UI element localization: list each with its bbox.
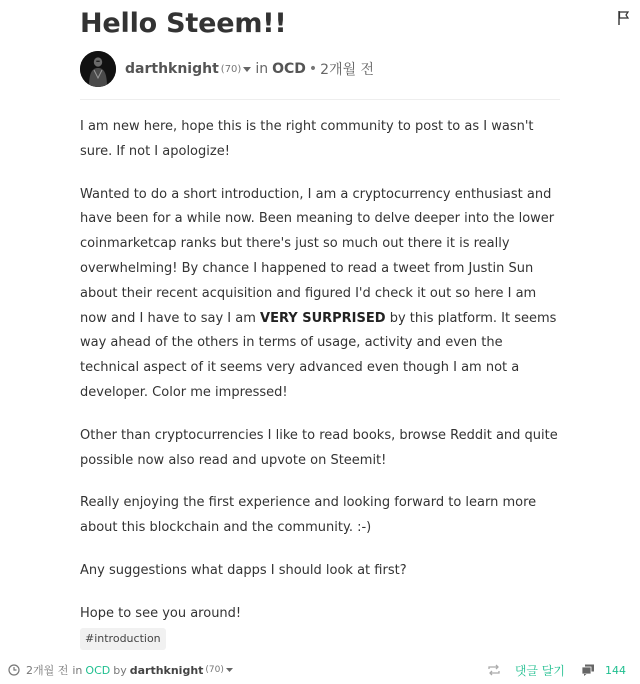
author-avatar[interactable]: [80, 51, 116, 87]
footer-community-link[interactable]: OCD: [85, 663, 111, 677]
reply-button[interactable]: 댓글 달기: [514, 663, 565, 678]
post-title: Hello Steem!!: [80, 8, 287, 39]
author-reputation: (70): [220, 63, 242, 75]
post-footer: [8, 661, 632, 679]
reblog-icon[interactable]: [487, 664, 501, 676]
author-byline: [80, 51, 374, 87]
footer-author-name[interactable]: darthknight: [129, 663, 204, 677]
body-paragraph: Other than cryptocurrencies I like to read books, browse Reddit and quite possible now also read and upvote on Steemit!: [80, 427, 558, 468]
meta-separator: •: [308, 61, 318, 77]
in-label: in: [255, 61, 269, 77]
author-name[interactable]: darthknight: [125, 61, 219, 77]
caret-down-icon[interactable]: [226, 668, 233, 672]
body-paragraph: Hope to see you around!: [80, 605, 242, 621]
footer-author-reputation: (70): [205, 665, 224, 675]
body-paragraph: Really enjoying the first experience and looking forward to learn more about this blockchain and the community. :-): [80, 495, 537, 536]
header-divider: [80, 99, 560, 100]
bold-emphasis: VERY SURPRISED: [260, 310, 386, 326]
body-paragraph: Wanted to do a short introduction, I am a cryptocurrency enthusiast and have been for a while now. Been meaning to delve deeper into the lower coinmarketcap ranks but there's just so much out there it is really overwhelming! By chance I happened to read a tweet from Justin Sun about their recent acquisition and figured I'd check it out so here I am now and I have to say I am VERY SURPRISED by this platform. It seems way ahead of the others in terms of usage, activity and even the technical aspect of it seems very advanced even though I am not a developer. Color me impressed!: [80, 186, 557, 400]
post-age: 2개월 전: [320, 62, 375, 78]
footer-by-label: by: [113, 663, 127, 677]
caret-down-icon[interactable]: [243, 67, 251, 72]
comments-icon[interactable]: [581, 664, 595, 676]
clock-icon: [8, 664, 20, 676]
body-paragraph: Any suggestions what dapps I should look at first?: [80, 562, 407, 578]
comment-count[interactable]: 144: [605, 663, 626, 677]
body-paragraph: I am new here, hope this is the right community to post to as I wasn't sure. If not I apologize!: [80, 119, 534, 159]
post-body: [80, 115, 565, 645]
footer-age: 2개월 전: [26, 664, 69, 677]
tag-introduction[interactable]: #introduction: [80, 628, 166, 650]
community-link[interactable]: OCD: [272, 61, 306, 77]
flag-icon[interactable]: [617, 10, 631, 26]
footer-in-label: in: [72, 663, 83, 677]
